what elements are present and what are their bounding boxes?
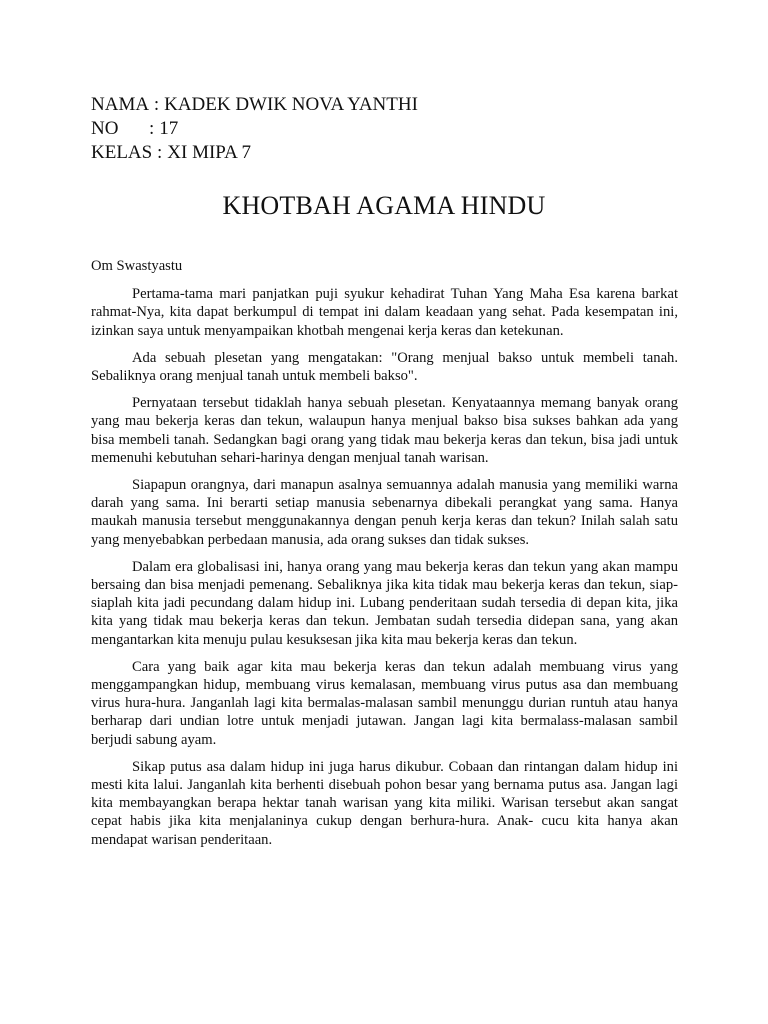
name-separator: : — [153, 94, 160, 115]
name-label: NAMA — [91, 94, 150, 115]
greeting: Om Swastyastu — [91, 258, 183, 274]
class-separator: : — [156, 142, 163, 163]
number-label: NO — [91, 118, 119, 139]
class-row — [91, 141, 418, 165]
number-value: 17 — [159, 118, 179, 139]
name-value: KADEK DWIK NOVA YANTHI — [164, 94, 418, 115]
number-row — [91, 117, 418, 141]
paragraph-1: Pertama-tama mari panjatkan puji syukur kehadirat Tuhan Yang Maha Esa karena barkat rahmat-Nya, kita dapat berkumpul di tempat ini dalam keadaan yang sehat. Pada kesempatan ini, izinkan saya untuk menyampaikan khotbah mengenai kerja keras dan ketekunan. — [91, 286, 678, 339]
document-title: KHOTBAH AGAMA HINDU — [222, 191, 546, 220]
name-row — [91, 93, 418, 117]
paragraph-7: Sikap putus asa dalam hidup ini juga harus dikubur. Cobaan dan rintangan dalam hidup ini mesti kita lalui. Janganlah kita berhenti disebuah pohon besar yang bernama putus asa. Jangan lagi kita membayangkan berapa hektar tanah warisan yang kita miliki. Warisan tersebut akan sangat cepat habis jika kita menjalaninya cukup dengan berhura-hura. Anak- cucu kita hanya akan mendapat warisan penderitaan. — [91, 758, 678, 848]
document-body — [91, 257, 678, 858]
class-label: KELAS — [91, 142, 153, 163]
paragraph-2: Ada sebuah plesetan yang mengatakan: "Orang menjual bakso untuk membeli tanah. Sebaliknya orang menjual tanah untuk membeli bakso". — [91, 349, 678, 385]
paragraph-3: Pernyataan tersebut tidaklah hanya sebuah plesetan. Kenyataannya memang banyak orang yang mau bekerja keras dan tekun, walaupun hanya menjual bakso bisa sukses bahkan ada yang bisa membeli tanah. Sedangkan bagi orang yang tidak mau bekerja keras dan tekun, bisa jadi untuk memenuhi kebutuhan sehari-harinya dengan menjual tanah warisan. — [91, 395, 678, 466]
class-value: XI MIPA 7 — [167, 142, 252, 163]
paragraph-5: Dalam era globalisasi ini, hanya orang yang mau bekerja keras dan tekun yang akan mampu bersaing dan bisa menjadi pemenang. Sebaliknya jika kita tidak mau bekerja keras dan tekun, siap-siaplah kita jadi pecundang dalam hidup ini. Lubang penderitaan sudah tersedia di depan kita, jika kita yang tidak mau bekerja keras dan tekun. Jembatan sudah tersedia didepan sana, yang akan mengantarkan kita menuju pulau kesuksesan jika kita mau bekerja keras dan tekun. — [91, 558, 678, 648]
number-separator: : — [149, 118, 155, 139]
student-info-header — [91, 93, 418, 165]
paragraph-4: Siapapun orangnya, dari manapun asalnya semuannya adalah manusia yang memiliki warna darah yang sama. Ini berarti setiap manusia sebenarnya dibekali perangkat yang sama. Hanya maukah manusia tersebut menggunakannya dengan penuh kerja keras dan tekun? Inilah salah satu yang menyebabkan perbedaan manusia, ada orang sukses dan tidak sukses. — [91, 477, 678, 548]
paragraph-6: Cara yang baik agar kita mau bekerja keras dan tekun adalah membuang virus yang menggampangkan hidup, membuang virus kemalasan, membuang virus putus asa dan membuang virus hura-hura. Janganlah lagi kita bermalas-malasan sambil menunggu durian runtuh atau hanya berharap dari undian lotre untuk menjadi jutawan. Jangan lagi kita bermalass-malasan sambil berjudi sabung ayam. — [91, 658, 678, 748]
